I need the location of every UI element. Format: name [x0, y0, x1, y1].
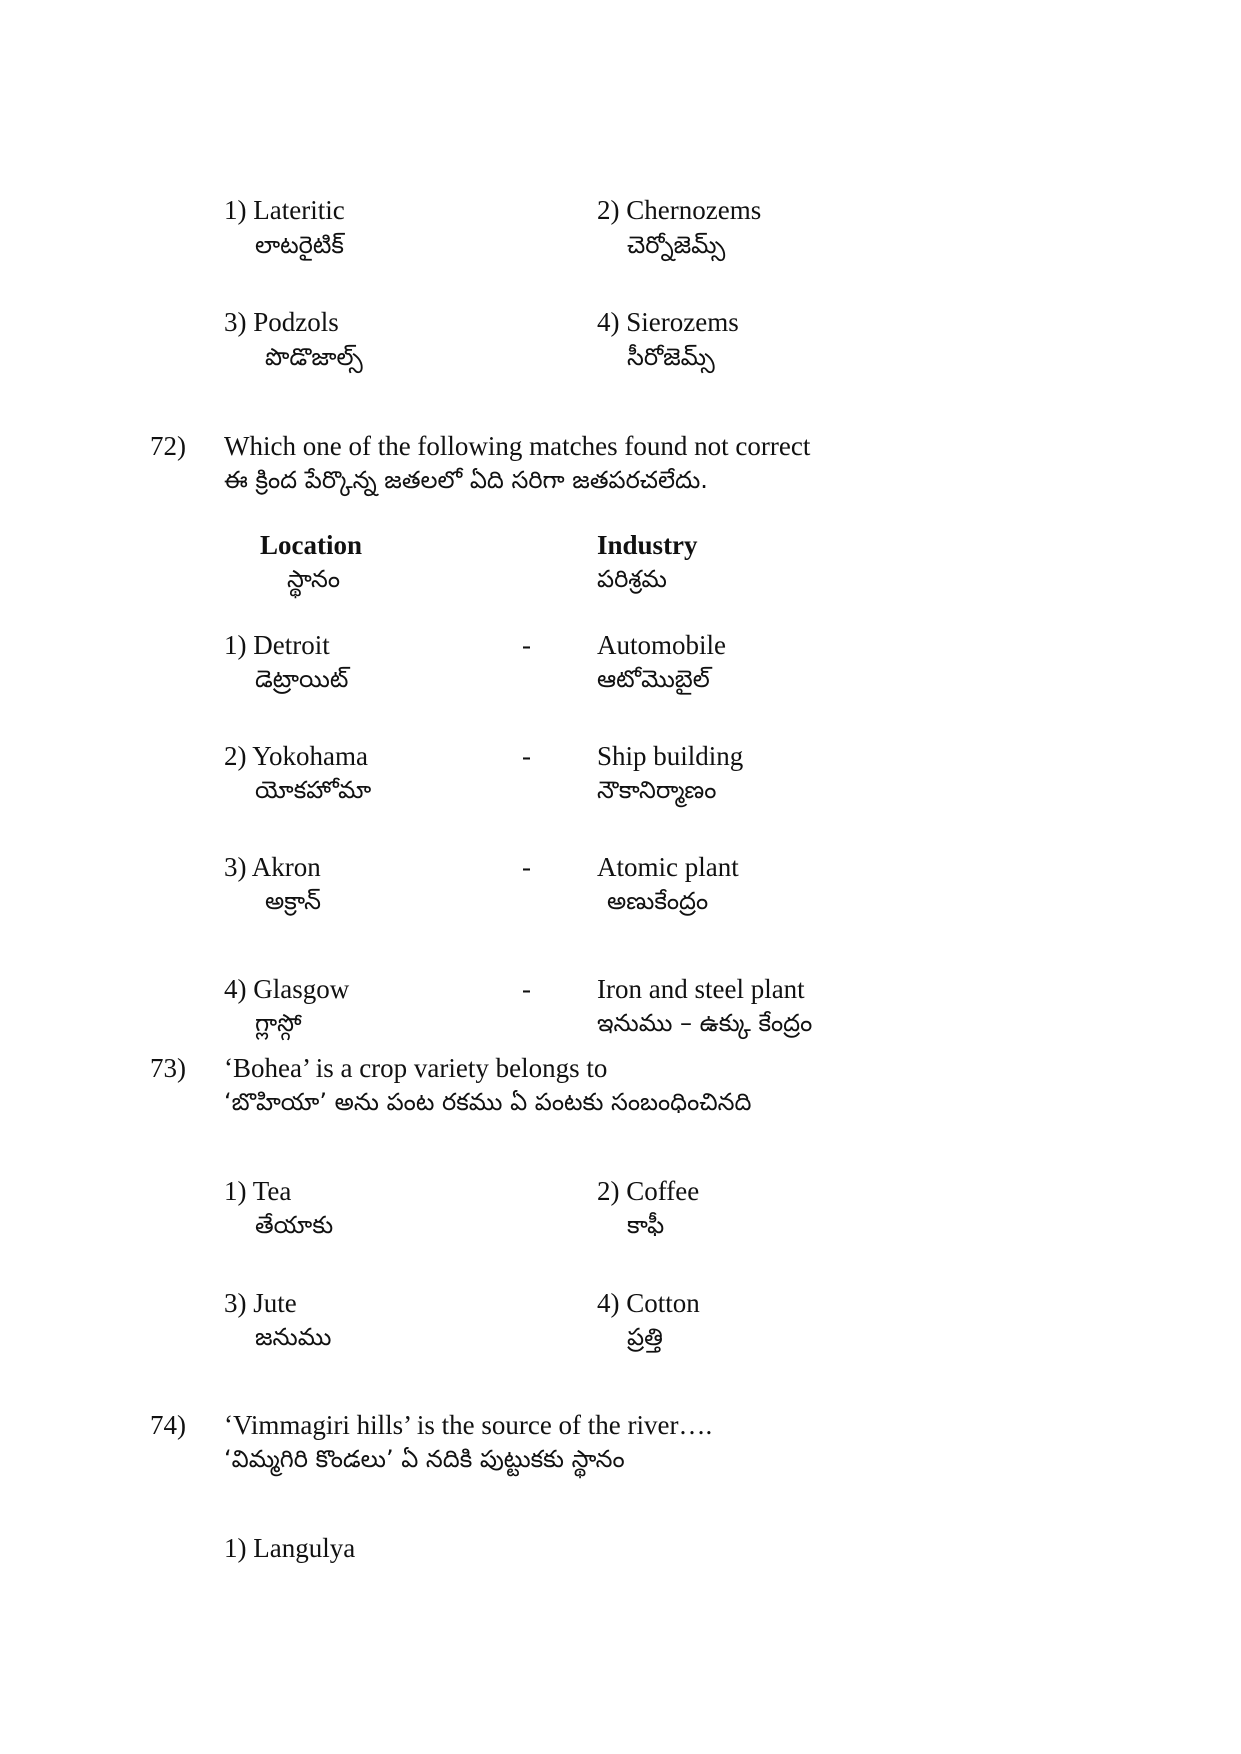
- q72-row-2-industry-te: నౌకానిర్మాణం: [597, 776, 717, 804]
- q73-option-1-en: 1) Tea: [224, 1176, 292, 1206]
- q72-number: 72): [150, 431, 186, 461]
- q71-option-3-te: పొడొజాల్స్: [265, 343, 363, 371]
- q72-row-4-industry-en: Iron and steel plant: [597, 974, 805, 1004]
- q74-question-en: ‘Vimmagiri hills’ is the source of the river….: [224, 1410, 713, 1440]
- q71-option-1-en: 1) Lateritic: [224, 195, 345, 225]
- q74-option-1-en: 1) Langulya: [224, 1533, 356, 1563]
- q71-option-2-te: చెర్నోజెమ్స్: [627, 231, 726, 259]
- q73-option-3-en: 3) Jute: [224, 1288, 297, 1318]
- q74-question-te: ‘విమ్మగిరి కొండలు’ ఏ నదికి పుట్టుకకు స్థానం: [224, 1445, 625, 1473]
- q73-question-te: ‘బొహియా’ అను పంట రకము ఏ పంటకు సంబంధించినది: [224, 1088, 752, 1116]
- q73-number: 73): [150, 1053, 186, 1083]
- q72-row-2-location-en: 2) Yokohama: [224, 741, 369, 771]
- q72-row-1-location-te: డెట్రాయిట్: [255, 665, 349, 693]
- q73-option-1-te: తేయాకు: [255, 1211, 334, 1239]
- q72-row-3-industry-en: Atomic plant: [597, 852, 739, 882]
- q72-row-3-location-en: 3) Akron: [224, 852, 321, 882]
- q72-row-1-dash: -: [522, 630, 531, 660]
- q72-row-1-location-en: 1) Detroit: [224, 630, 330, 660]
- q72-row-4-industry-te: ఇనుము – ఉక్కు కేంద్రం: [597, 1009, 813, 1037]
- q72-question-te: ఈ క్రింద పేర్కొన్న జతలలో ఏది సరిగా జతపరచలేదు.: [224, 466, 708, 494]
- q73-option-4-te: ప్రత్తి: [627, 1323, 663, 1351]
- q71-option-4-en: 4) Sierozems: [597, 307, 739, 337]
- q71-option-2-en: 2) Chernozems: [597, 195, 762, 225]
- q72-header-industry-te: పరిశ్రమ: [597, 565, 667, 593]
- q72-header-location-en: Location: [260, 530, 363, 560]
- q73-option-4-en: 4) Cotton: [597, 1288, 700, 1318]
- q72-row-2-dash: -: [522, 741, 531, 771]
- q72-row-3-location-te: అక్రాన్: [265, 887, 321, 915]
- q73-option-2-te: కాఫీ: [627, 1211, 665, 1239]
- q73-option-2-en: 2) Coffee: [597, 1176, 700, 1206]
- q72-header-location-te: స్థానం: [287, 565, 341, 593]
- q72-header-industry-en: Industry: [597, 530, 698, 560]
- q72-row-4-location-en: 4) Glasgow: [224, 974, 350, 1004]
- q72-row-4-dash: -: [522, 974, 531, 1004]
- q72-row-1-industry-en: Automobile: [597, 630, 726, 660]
- q72-row-4-location-te: గ్లాస్గో: [255, 1009, 302, 1037]
- q71-option-4-te: సీరోజెమ్స్: [627, 343, 715, 371]
- q72-row-1-industry-te: ఆటోమొబైల్: [597, 665, 710, 693]
- q72-question-en: Which one of the following matches found not correct: [224, 431, 811, 461]
- q73-question-en: ‘Bohea’ is a crop variety belongs to: [224, 1053, 608, 1083]
- q72-row-2-industry-en: Ship building: [597, 741, 744, 771]
- q72-row-3-industry-te: అణుకేంద్రం: [607, 887, 709, 915]
- q71-option-1-te: లాటరైటిక్: [255, 231, 344, 259]
- q72-row-2-location-te: యోకహోమా: [255, 776, 372, 804]
- q74-number: 74): [150, 1410, 186, 1440]
- q73-option-3-te: జనుము: [255, 1323, 332, 1351]
- q71-option-3-en: 3) Podzols: [224, 307, 339, 337]
- q72-row-3-dash: -: [522, 852, 531, 882]
